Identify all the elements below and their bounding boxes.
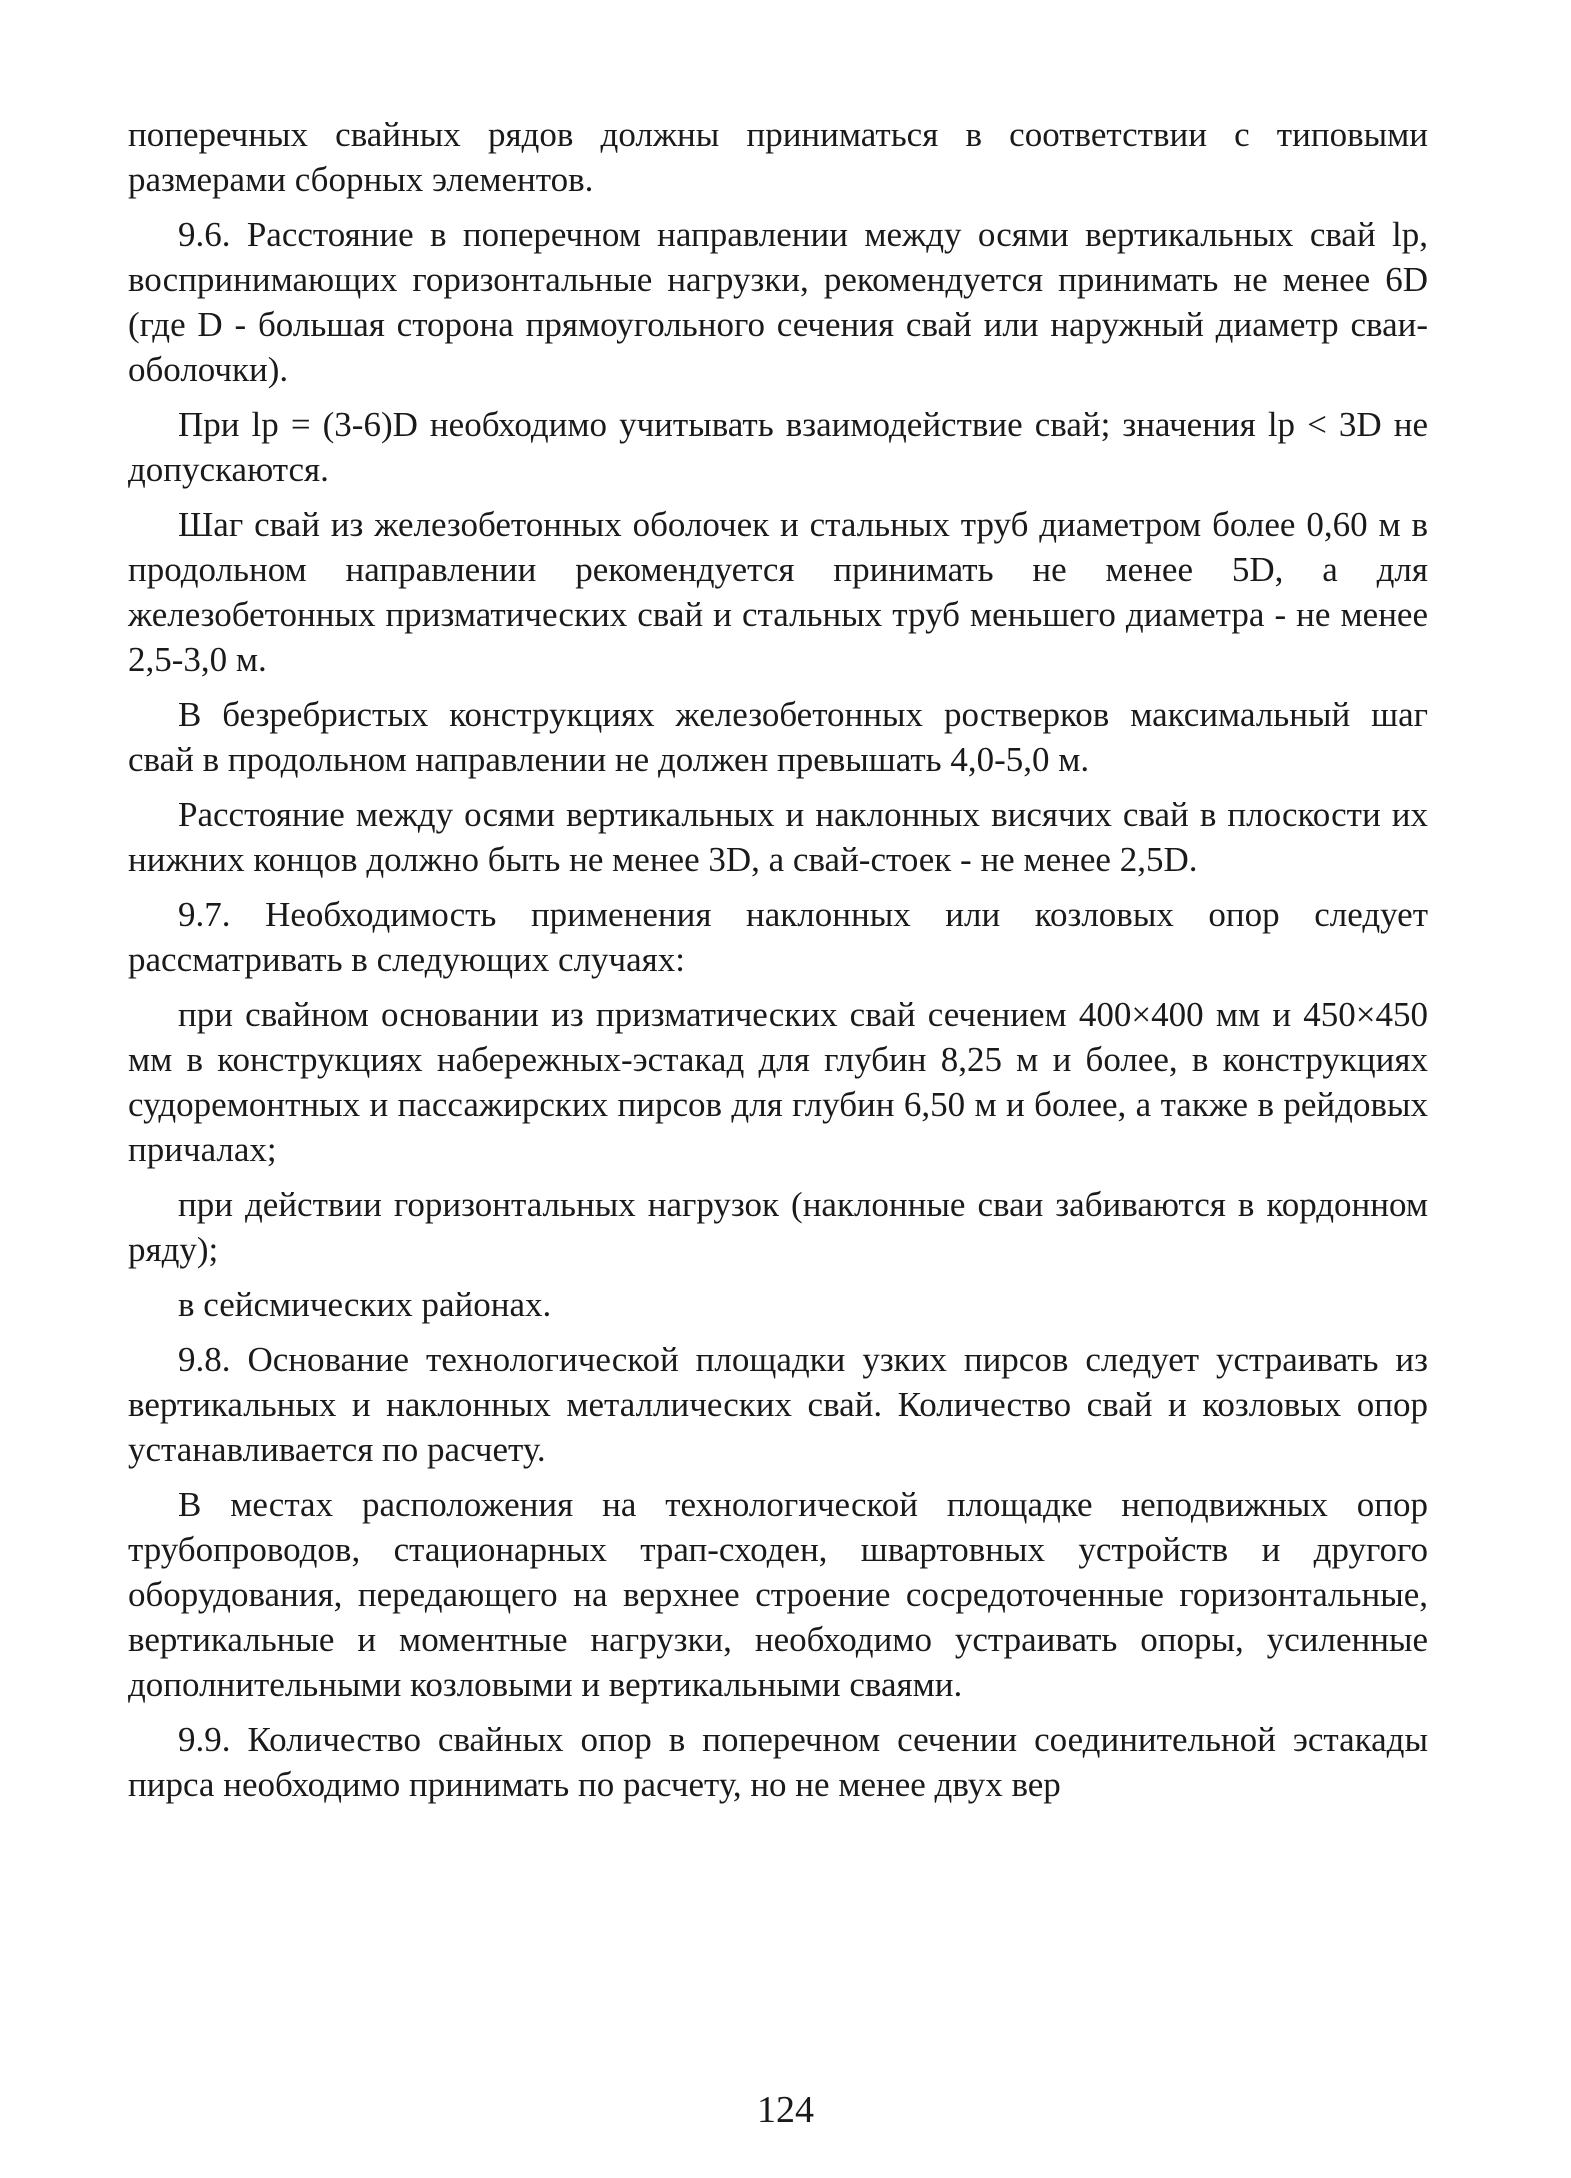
page-number: 124 (757, 2089, 814, 2131)
paragraph-continuation: поперечных свайных рядов должны приниматься в соответствии с типовыми размерами сборных элементов. (128, 115, 1428, 199)
paragraph-lp-range: При lр = (3-6)D необходимо учитывать взаимодействие свай; значения lр < 3D не допускаются. (128, 405, 1428, 489)
paragraph-pile-step: Шаг свай из железобетонных оболочек и стальных труб диаметром более 0,60 м в продольном направлении рекомендуется принимать не менее 5D, а для железобетонных призматических свай и стальных труб меньшего диаметра - не менее 2,5-3,0 м. (128, 505, 1428, 679)
paragraph-9-7: 9.7. Необходимость применения наклонных или козловых опор следует рассматривать в следующих случаях: (128, 895, 1428, 979)
list-item-horizontal-loads: при действии горизонтальных нагрузок (наклонные сваи забиваются в кордонном ряду); (128, 1185, 1428, 1269)
paragraph-9-9: 9.9. Количество свайных опор в поперечном сечении соединительной эстакады пирса необходимо принимать по расчету, но не менее двух вер (128, 1720, 1428, 1804)
paragraph-beamless-grillage: В безребристых конструкциях железобетонных ростверков максимальный шаг свай в продольном направлении не должен превышать 4,0-5,0 м. (128, 695, 1428, 779)
text-column (128, 112, 1428, 1817)
list-item-prismatic-piles: при свайном основании из призматических свай сечением 400×400 мм и 450×450 мм в конструкциях набережных-эстакад для глубин 8,25 м и более, в конструкциях судоремонтных и пассажирских пирсов для глубин 6,50 м и более, а также в рейдовых причалах; (128, 995, 1428, 1169)
paragraph-axis-distance: Расстояние между осями вертикальных и наклонных висячих свай в плоскости их нижних концов должно быть не менее 3D, а свай-стоек - не менее 2,5D. (128, 795, 1428, 879)
list-item-seismic: в сейсмических районах. (178, 1285, 552, 1324)
paragraph-fixed-supports: В местах расположения на технологической площадке неподвижных опор трубопроводов, стационарных трап-сходен, швартовных устройств и другого оборудования, передающего на верхнее строение сосредоточенные горизонтальные, вертикальные и моментные нагрузки, необходимо устраивать опоры, усиленные дополнительными козловыми и вертикальными сваями. (128, 1485, 1428, 1704)
paragraph-9-6: 9.6. Расстояние в поперечном направлении между осями вертикальных свай lр, воспринимающих горизонтальные нагрузки, рекомендуется принимать не менее 6D (где D - большая сторона прямоугольного сечения свай или наружный диаметр сваи-оболочки). (128, 215, 1428, 389)
paragraph-9-8: 9.8. Основание технологической площадки узких пирсов следует устраивать из вертикальных и наклонных металлических свай. Количество свай и козловых опор устанавливается по расчету. (128, 1340, 1428, 1469)
